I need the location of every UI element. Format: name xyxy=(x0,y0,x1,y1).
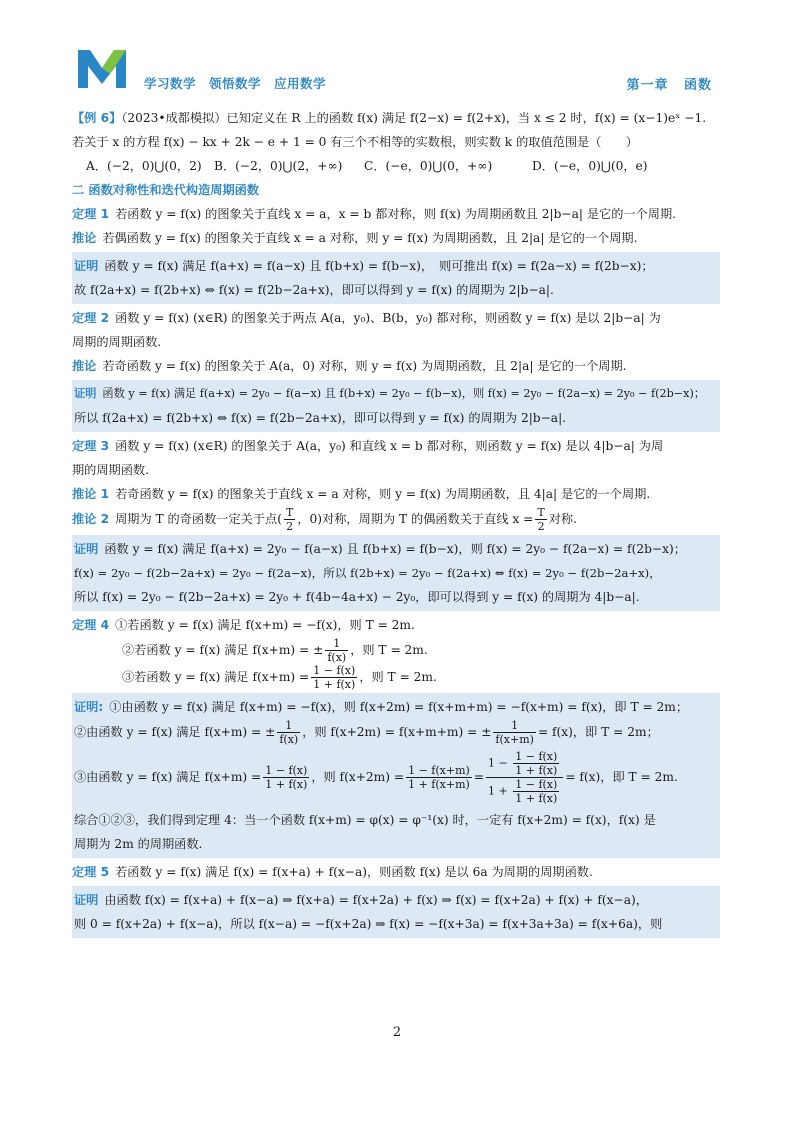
theorem-4-item-2: ②若函数 y = f(x) 满足 f(x+m) = ± $\frac{1}{f(x)}$ ，则 T = 2m. xyxy=(122,637,428,664)
section-heading: 二 函数对称性和迭代构造周期函数 xyxy=(72,183,260,197)
proof-1: 证明 函数 y = f(x) 满足 f(a+x) = f(a−x) 且 f(b+x) = f(b−x)， 则可推出 f(x) = f(2a−x) = f(2b−x)； 故 f(2a+x) = f(2b+x) ⇔ f(x) = f(2b−2a+x)，即可以得到 y = f(x) 的周期为 2|b−a|. xyxy=(72,252,720,304)
theorem-3: 定理 3 函数 y = f(x) (x∈R) 的图象关于 A(a，y₀) 和直线 x = b 都对称，则函数 y = f(x) 是以 4|b−a| 为周 xyxy=(72,439,664,453)
slogan: 学习数学 领悟数学 应用数学 xyxy=(144,76,327,91)
chapter-title: 第一章 函数 xyxy=(626,78,712,93)
corollary-3-1: 推论 1 若奇函数 y = f(x) 的图象关于直线 x = a 对称，则 y = f(x) 为周期函数，且 4|a| 是它的一个周期. xyxy=(72,487,651,501)
theorem-5: 定理 5 若函数 y = f(x) 满足 f(x) = f(x+a) + f(x−a)，则函数 f(x) 是以 6a 为周期的周期函数. xyxy=(72,865,593,879)
corollary-2: 推论 若奇函数 y = f(x) 的图象关于 A(a，0) 对称，则 y = f(x) 为周期函数，且 2|a| 是它的一个周期. xyxy=(72,359,627,373)
example-line-2: 若关于 x 的方程 f(x) − kx + 2k − e + 1 = 0 有三个不相等的实数根，则实数 k 的取值范围是（ ） xyxy=(72,135,638,149)
corollary-3-2: 推论 2 周期为 T 的奇函数一定关于点( $\frac{T}{2}$ ，0)对称，周期为 T 的偶函数关于直线 x = $\frac{T}{2}$ 对称. xyxy=(72,506,577,533)
corollary-1: 推论 若偶函数 y = f(x) 的图象关于直线 x = a 对称，则 y = f(x) 为周期函数，且 2|a| 是它的一个周期. xyxy=(72,231,638,245)
page-header xyxy=(74,44,722,94)
theorem-1: 定理 1 若函数 y = f(x) 的图象关于直线 x = a，x = b 都对称，则 f(x) 为周期函数且 2|b−a| 是它的一个周期. xyxy=(72,207,677,221)
proof-2: 证明 函数 y = f(x) 满足 f(a+x) = 2y₀ − f(a−x) 且 f(b+x) = 2y₀ − f(b−x)，则 f(x) = 2y₀ − f(2a−x) = 2y₀ − f(2b−x)； 所以 f(2a+x) = f(2b+x) ⇔ f(x) = f(2b−2a+x)，即可以得到 y = f(x) 的周期为 2|b−a|. xyxy=(72,380,720,432)
option-a: A．(−2，0)⋃(0，2) xyxy=(86,159,202,173)
proof-4: 证明: ①由函数 y = f(x) 满足 f(x+m) = −f(x)，则 f(x+2m) = f(x+m+m) = −f(x+m) = f(x)，即 T = 2m； ②由函数 y = f(x) 满足 f(x+m) = ± $\frac{1}{f(x)}$ ，则 f(x+2m) = f(x+m+m) = ± $\frac{1}{f(x+m)}$ = f(x)，即 T = 2m； ③由函数 y = f(x) 满足 f(x+m) = $\frac{1 - f(x)}{1 + f(x)}$ ，则 f(x+2m) = $\frac{1 - f(x+m)}{1 + f(x+m)}$ = 1 − $\frac{1 - f(x)}{1 + f(x)}$ 1 + $\frac{1 - f(x)}{1 + f(x)}$ = f(x)，即 T = 2m. 综合①②③，我们得到定理 4：当一个函数 f(x+m) = φ(x) = φ⁻¹(x) 时，一定有 f(x+2m) = f(x)，f(x) 是 周期为 2m 的周期函数. xyxy=(72,693,720,858)
option-b: B．(−2，0)⋃(2，+∞) xyxy=(214,159,343,173)
theorem-2: 定理 2 函数 y = f(x) (x∈R) 的图象关于两点 A(a，y₀)、B(b，y₀) 都对称，则函数 y = f(x) 是以 2|b−a| 为 xyxy=(72,311,661,325)
page-content: 【例 6】（2023•成都模拟）已知定义在 R 上的函数 f(x) 满足 f(2−x) = f(2+x)，当 x ≤ 2 时，f(x) = (x−1)eˣ −1. 若关于 x 的方程 f(x) − kx + 2k − e + 1 = 0 有三个不相等的实数根，则实数 k 的取值范围是（ ） A．(−2，0)⋃(0，2) B．(−2，0)⋃(2，+∞) C．(−e，0)⋃(0，+∞) D．(−e，0)⋃(0，e) 二 函数对称性和迭代构造周期函数 定理 1 若函数 y = f(x) 的图象关于直线 x = a，x = b 都对称，则 f(x) 为周期函数且 2|b−a| 是它的一个周期. 推论 若偶函数 y = f(x) 的图象关于直线 x = a 对称，则 y = f(x) 为周期函数，且 2|a| 是它的一个周期. 证明 函数 y = f(x) 满足 f(a+x) = f(a−x) 且 f(b+x) = f(b−x)， 则可推出 f(x) = f(2a−x) = f(2b−x)； 故 f(2a+x) = f(2b+x) ⇔ f(x) = f(2b−2a+x)，即可以得到 y = f(x) 的周期为 2|b−a|. 定理 2 函数 y = f(x) (x∈R) 的图象关于两点 A(a，y₀)、B(b，y₀) 都对称，则函数 y = f(x) 是以 2|b−a| 为 周期的周期函数. 推论 若奇函数 y = f(x) 的图象关于 A(a，0) 对称，则 y = f(x) 为周期函数，且 2|a| 是它的一个周期. 证明 函数 y = f(x) 满足 f(a+x) = 2y₀ − f(a−x) 且 f(b+x) = 2y₀ − f(b−x)，则 f(x) = 2y₀ − f(2a−x) = 2y₀ − f(2b−x)； 所以 f(2a+x) = f(2b+x) ⇔ f(x) = f(2b−2a+x)，即可以得到 y = f(x) 的周期为 2|b−a|. 定理 3 函数 y = f(x) (x∈R) 的图象关于 A(a，y₀) 和直线 x = b 都对称，则函数 y = f(x) 是以 4|b−a| 为周 期的周期函数. 推论 1 若奇函数 y = f(x) 的图象关于直线 x = a 对称，则 y = f(x) 为周期函数，且 4|a| 是它的一个周期. 推论 2 周期为 T 的奇函数一定关于点( $\frac{T}{2}$ ，0)对称，周期为 T 的偶函数关于直线 x = $\frac{T}{2}$ 对称. 证明 函数 y = f(x) 满足 f(a+x) = 2y₀ − f(a−x) 且 f(b+x) = f(b−x)，则 f(x) = 2y₀ − f(2a−x) = f(2b−x)； f(x) = 2y₀ − f(2b−2a+x) = 2y₀ − f(2a−x)，所以 f(2b+x) = 2y₀ − f(2a+x) ⇔ f(x) = 2y₀ − f(2b−2a+x)， 所以 f(x) = 2y₀ − f(2b−2a+x) = 2y₀ + f(4b−4a+x) − 2y₀，即可以得到 y = f(x) 的周期为 4|b−a|. 定理 4 ①若函数 y = f(x) 满足 f(x+m) = −f(x)，则 T = 2m. ②若函数 y = f(x) 满足 f(x+m) = ± $\frac{1}{f(x)}$ ，则 T = 2m. ③若函数 y = f(x) 满足 f(x+m) = $\frac{1 - f(x)}{1 + f(x)}$ ，则 T = 2m. 证明: ①由函数 y = f(x) 满足 f(x+m) = −f(x)，则 f(x+2m) = f(x+m+m) = −f(x+m) = f(x)，即 T = 2m； ②由函数 y = f(x) 满足 f(x+m) = ± $\frac{1}{f(x)}$ ，则 f(x+2m) = f(x+m+m) = ± $\frac{1}{f(x+m)}$ = f(x)，即 T = 2m； ③由函数 y = f(x) 满足 f(x+m) = $\frac{1 - f(x)}{1 + f(x)}$ ，则 f(x+2m) = $\frac{1 - f(x+m)}{1 + f(x+m)}$ = 1 − $\frac{1 - f(x)}{1 + f(x)}$ 1 + $\frac{1 - f(x)}{1 + f(x)}$ = f(x)，即 T = 2m. 综合①②③，我们得到定理 4：当一个函数 f(x+m) = φ(x) = φ⁻¹(x) 时，一定有 f(x+2m) = f(x)，f(x) 是 周期为 2m 的周期函数. 定理 5 若函数 y = f(x) 满足 f(x) = f(x+a) + f(x−a)，则函数 f(x) 是以 6a 为周期的周期函数. 证明 由函数 f(x) = f(x+a) + f(x−a) ⇒ f(x+a) = f(x+2a) + f(x) ⇒ f(x) = f(x+2a) + f(x) + f(x−a)， 则 0 = f(x+2a) + f(x−a)，所以 f(x−a) = −f(x+2a) ⇒ f(x) = −f(x+3a) = f(x+3a+3a) = f(x+6a)，则 xyxy=(72,106,720,940)
theorem-4-item-3: ③若函数 y = f(x) 满足 f(x+m) = $\frac{1 - f(x)}{1 + f(x)}$ ，则 T = 2m. xyxy=(122,664,437,691)
option-d: D．(−e，0)⋃(0，e) xyxy=(532,159,648,173)
theorem-4: 定理 4 ①若函数 y = f(x) 满足 f(x+m) = −f(x)，则 T = 2m. xyxy=(72,618,415,632)
example-options xyxy=(72,154,720,178)
logo-icon xyxy=(74,44,130,92)
example-tag: 【例 6】 xyxy=(72,111,122,125)
proof-3: 证明 函数 y = f(x) 满足 f(a+x) = 2y₀ − f(a−x) 且 f(b+x) = f(b−x)，则 f(x) = 2y₀ − f(2a−x) = f(2b−x)； f(x) = 2y₀ − f(2b−2a+x) = 2y₀ − f(2a−x)，所以 f(2b+x) = 2y₀ − f(2a+x) ⇔ f(x) = 2y₀ − f(2b−2a+x)， 所以 f(x) = 2y₀ − f(2b−2a+x) = 2y₀ + f(4b−4a+x) − 2y₀，即可以得到 y = f(x) 的周期为 4|b−a|. xyxy=(72,535,720,611)
page-number: 2 xyxy=(392,1025,402,1040)
example-line-1: 【例 6】（2023•成都模拟）已知定义在 R 上的函数 f(x) 满足 f(2−x) = f(2+x)，当 x ≤ 2 时，f(x) = (x−1)eˣ −1. xyxy=(72,111,707,125)
proof-5: 证明 由函数 f(x) = f(x+a) + f(x−a) ⇒ f(x+a) = f(x+2a) + f(x) ⇒ f(x) = f(x+2a) + f(x) + f(x−a)， 则 0 = f(x+2a) + f(x−a)，所以 f(x−a) = −f(x+2a) ⇒ f(x) = −f(x+3a) = f(x+3a+3a) = f(x+6a)，则 xyxy=(72,886,720,938)
option-c: C．(−e，0)⋃(0，+∞) xyxy=(364,159,493,173)
